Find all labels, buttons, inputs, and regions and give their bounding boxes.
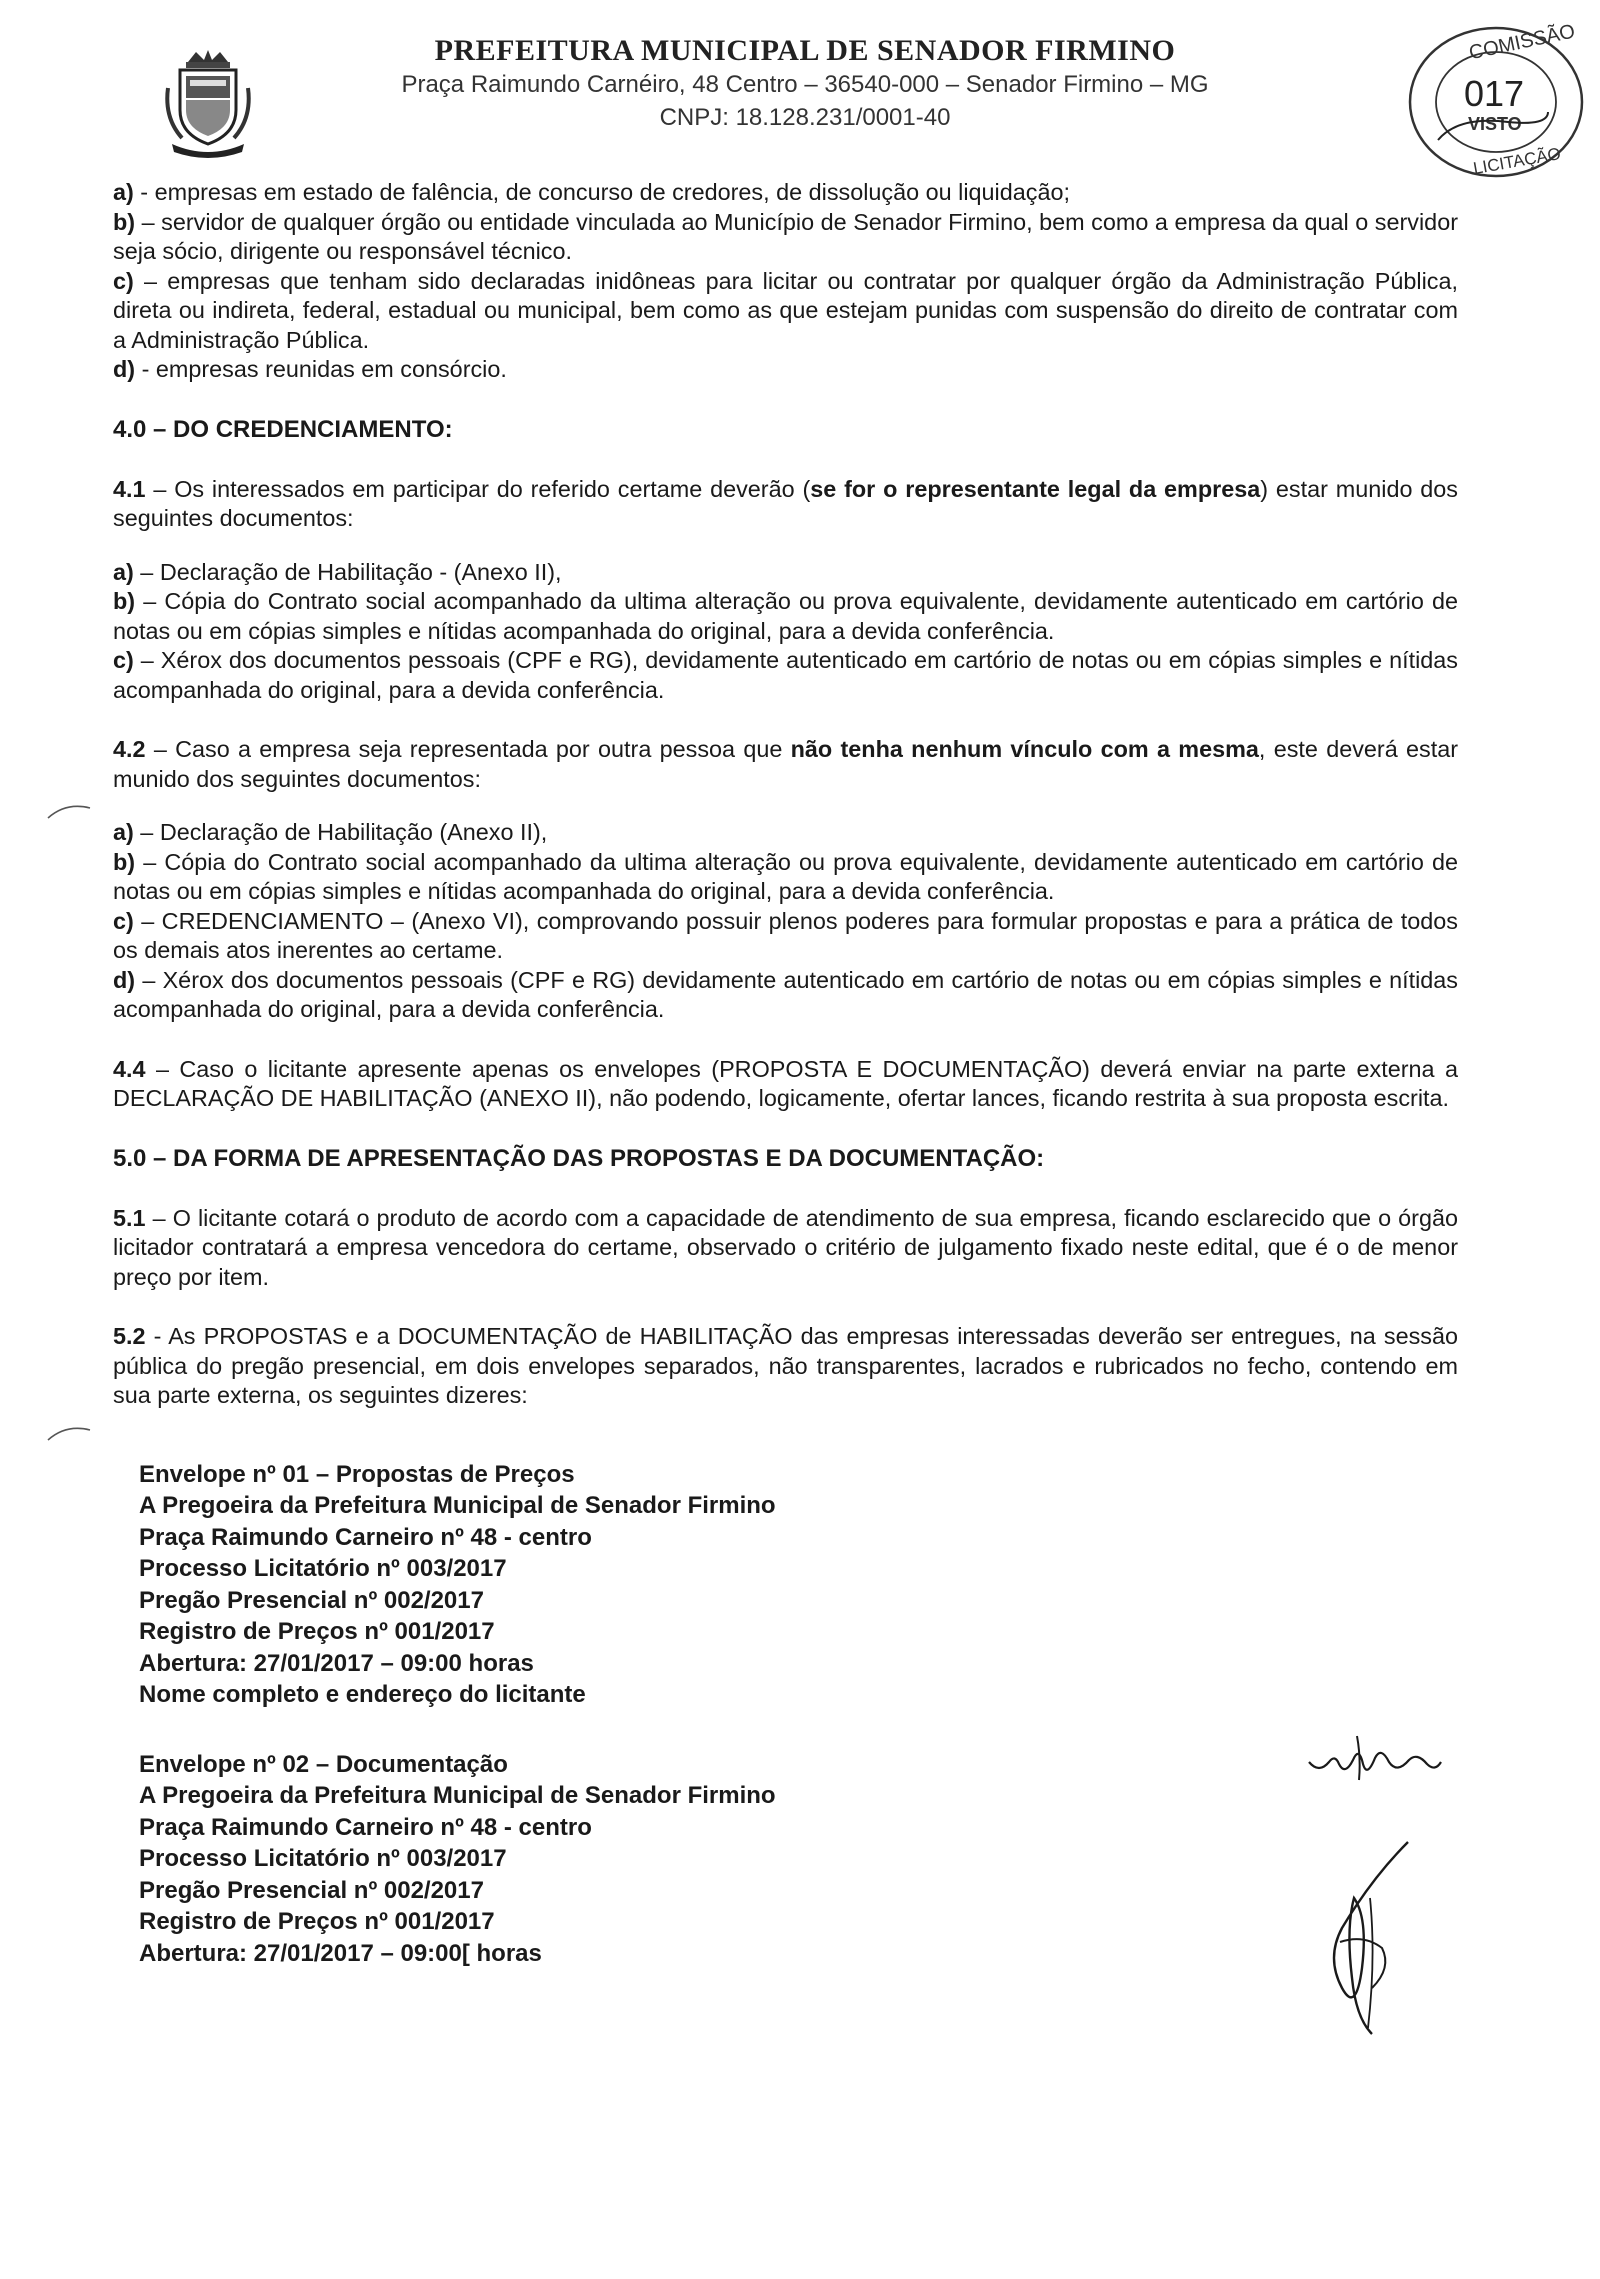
item-label: c) xyxy=(113,267,134,294)
item-3c xyxy=(113,267,1458,356)
item-4-1a xyxy=(113,558,1458,588)
item-4-2a xyxy=(113,818,1458,848)
paragraph-emphasis: não tenha nenhum vínculo com a mesma xyxy=(790,736,1259,762)
item-3a xyxy=(113,178,1458,208)
paragraph-emphasis: se for o representante legal da empresa xyxy=(810,475,1261,502)
municipality-title: PREFEITURA MUNICIPAL DE SENADOR FIRMINO xyxy=(434,34,1176,67)
envelope-line: Pregão Presencial nº 002/2017 xyxy=(139,1876,484,1904)
envelope-line: Registro de Preços nº 001/2017 xyxy=(139,1618,495,1645)
margin-scan-mark xyxy=(46,1422,92,1442)
handwritten-signature xyxy=(1312,1838,1422,2038)
paragraph-text: ) estar munido dos seguintes documentos: xyxy=(113,475,1459,531)
envelope-line: Praça Raimundo Carneiro nº 48 - centro xyxy=(139,1813,592,1841)
envelope-line: Praça Raimundo Carneiro nº 48 - centro xyxy=(139,1523,592,1551)
envelope-line: Processo Licitatório nº 003/2017 xyxy=(139,1845,507,1872)
handwritten-initials xyxy=(1305,1718,1445,1798)
envelope-1-block xyxy=(139,1459,1458,1711)
paragraph-5-1 xyxy=(113,1204,1458,1293)
stamp-bottom-text: LICITAÇÃO xyxy=(1471,144,1563,179)
item-label: c) xyxy=(113,647,134,673)
paragraph-number: 5.1 xyxy=(113,1204,146,1231)
envelope-line: Abertura: 27/01/2017 – 09:00 horas xyxy=(139,1649,534,1677)
commission-stamp xyxy=(1398,20,1588,188)
letterhead xyxy=(300,34,1310,134)
paragraph-number: 4.1 xyxy=(113,475,146,502)
paragraph-4-2 xyxy=(113,735,1458,794)
envelope-2-block xyxy=(139,1749,1458,1970)
item-4-2c xyxy=(113,907,1458,966)
envelope-line: Registro de Preços nº 001/2017 xyxy=(139,1908,495,1935)
item-label: a) xyxy=(113,179,134,205)
item-text: – Declaração de Habilitação (Anexo II), xyxy=(133,819,548,845)
item-label: c) xyxy=(113,907,134,934)
item-4-2d xyxy=(113,966,1458,1025)
envelope-line: Nome completo e endereço do licitante xyxy=(139,1681,586,1708)
item-label: b) xyxy=(113,208,136,235)
paragraph-number: 4.2 xyxy=(113,736,146,762)
item-3d xyxy=(113,355,1458,385)
item-3b xyxy=(113,208,1458,267)
stamp-top-text: COMISSÃO xyxy=(1467,20,1578,65)
item-text: – servidor de qualquer órgão ou entidade vinculada ao Município de Senador Firmino, bem como a empresa da qual o servidor seja sócio, dirigente ou responsável técnico. xyxy=(113,208,1458,264)
item-4-2b xyxy=(113,848,1458,907)
item-4-1b xyxy=(113,587,1458,646)
item-text: – CREDENCIAMENTO – (Anexo VI), comprovando possuir plenos poderes para formular propostas e para a prática de todos os demais atos inerentes ao certame. xyxy=(113,907,1458,963)
item-label: a) xyxy=(113,819,134,845)
item-text: – empresas que tenham sido declaradas inidôneas para licitar ou contratar por qualquer órgão da Administração Pública, direta ou indireta, federal, estadual ou municipal, bem como as que estejam punidas com suspensão do direito de contratar com a Administração Pública. xyxy=(113,267,1458,353)
section-4-heading: 4.0 – DO CREDENCIAMENTO: xyxy=(113,415,453,443)
paragraph-number: 4.4 xyxy=(113,1055,146,1082)
envelope-line: Abertura: 27/01/2017 – 09:00[ horas xyxy=(139,1939,542,1967)
paragraph-text: , este deverá estar munido dos seguintes documentos: xyxy=(113,736,1458,792)
municipality-cnpj: CNPJ: 18.128.231/0001-40 xyxy=(659,104,951,131)
envelope-line: Envelope nº 01 – Propostas de Preços xyxy=(139,1460,575,1488)
stamp-middle-text: VISTO xyxy=(1468,114,1522,134)
envelope-line: Envelope nº 02 – Documentação xyxy=(139,1750,508,1778)
item-text: – Declaração de Habilitação - (Anexo II), xyxy=(133,558,562,585)
item-label: b) xyxy=(113,588,136,614)
paragraph-number: 5.2 xyxy=(113,1323,146,1349)
margin-scan-mark xyxy=(46,800,92,820)
item-text: - empresas em estado de falência, de concurso de credores, de dissolução ou liquidação; xyxy=(133,179,1070,205)
item-label: d) xyxy=(113,966,136,993)
paragraph-5-2 xyxy=(113,1322,1458,1411)
paragraph-text: – Caso o licitante apresente apenas os envelopes (PROPOSTA E DOCUMENTAÇÃO) deverá enviar na parte externa a DECLARAÇÃO DE HABILITAÇÃO (ANEXO II), não podendo, logicamente, ofertar lances, ficando restrita à sua proposta escrita. xyxy=(113,1055,1458,1111)
item-text: – Xérox dos documentos pessoais (CPF e RG), devidamente autenticado em cartório de notas ou em cópias simples e nítidas acompanhada do original, para a devida conferência. xyxy=(113,647,1458,703)
paragraph-4-4 xyxy=(113,1055,1458,1114)
envelope-line: A Pregoeira da Prefeitura Municipal de Senador Firmino xyxy=(139,1492,776,1519)
envelope-line: A Pregoeira da Prefeitura Municipal de Senador Firmino xyxy=(139,1782,776,1809)
item-label: d) xyxy=(113,356,136,382)
section-5-heading: 5.0 – DA FORMA DE APRESENTAÇÃO DAS PROPOSTAS E DA DOCUMENTAÇÃO: xyxy=(113,1144,1045,1172)
item-text: – Cópia do Contrato social acompanhado da ultima alteração ou prova equivalente, devidamente autenticado em cartório de notas ou em cópias simples e nítidas acompanhada do original, para a devida conferência. xyxy=(113,588,1458,644)
item-text: - empresas reunidas em consórcio. xyxy=(135,356,507,382)
envelope-line: Processo Licitatório nº 003/2017 xyxy=(139,1555,507,1582)
paragraph-text: – Os interessados em participar do referido certame deverão ( xyxy=(145,475,811,502)
paragraph-text: – O licitante cotará o produto de acordo com a capacidade de atendimento de sua empresa, ficando esclarecido que o órgão licitador contratará a empresa vencedora do certame, observado o critério de julgamento fixado neste edital, que é o de menor preço por item. xyxy=(113,1204,1458,1290)
item-text: – Xérox dos documentos pessoais (CPF e RG) devidamente autenticado em cartório de notas ou em cópias simples e nítidas acompanhada do original, para a devida conferência. xyxy=(113,966,1458,1022)
item-label: b) xyxy=(113,848,136,875)
item-4-1c xyxy=(113,646,1458,705)
municipality-address: Praça Raimundo Carnéiro, 48 Centro – 36540-000 – Senador Firmino – MG xyxy=(401,71,1209,98)
item-label: a) xyxy=(113,558,134,585)
municipal-crest-icon xyxy=(160,48,256,160)
stamp-number: 017 xyxy=(1464,73,1525,114)
paragraph-text: - As PROPOSTAS e a DOCUMENTAÇÃO de HABILITAÇÃO das empresas interessadas deverão ser entregues, na sessão pública do pregão presencial, em dois envelopes separados, não transparentes, lacrados e rubricados no fecho, contendo em sua parte externa, os seguintes dizeres: xyxy=(113,1323,1458,1408)
document-body xyxy=(113,178,1458,1969)
envelope-line: Pregão Presencial nº 002/2017 xyxy=(139,1586,484,1614)
paragraph-text: – Caso a empresa seja representada por outra pessoa que xyxy=(145,736,791,762)
paragraph-4-1 xyxy=(113,475,1458,534)
item-text: – Cópia do Contrato social acompanhado da ultima alteração ou prova equivalente, devidamente autenticado em cartório de notas ou em cópias simples e nítidas acompanhada do original, para a devida conferência. xyxy=(113,848,1458,904)
